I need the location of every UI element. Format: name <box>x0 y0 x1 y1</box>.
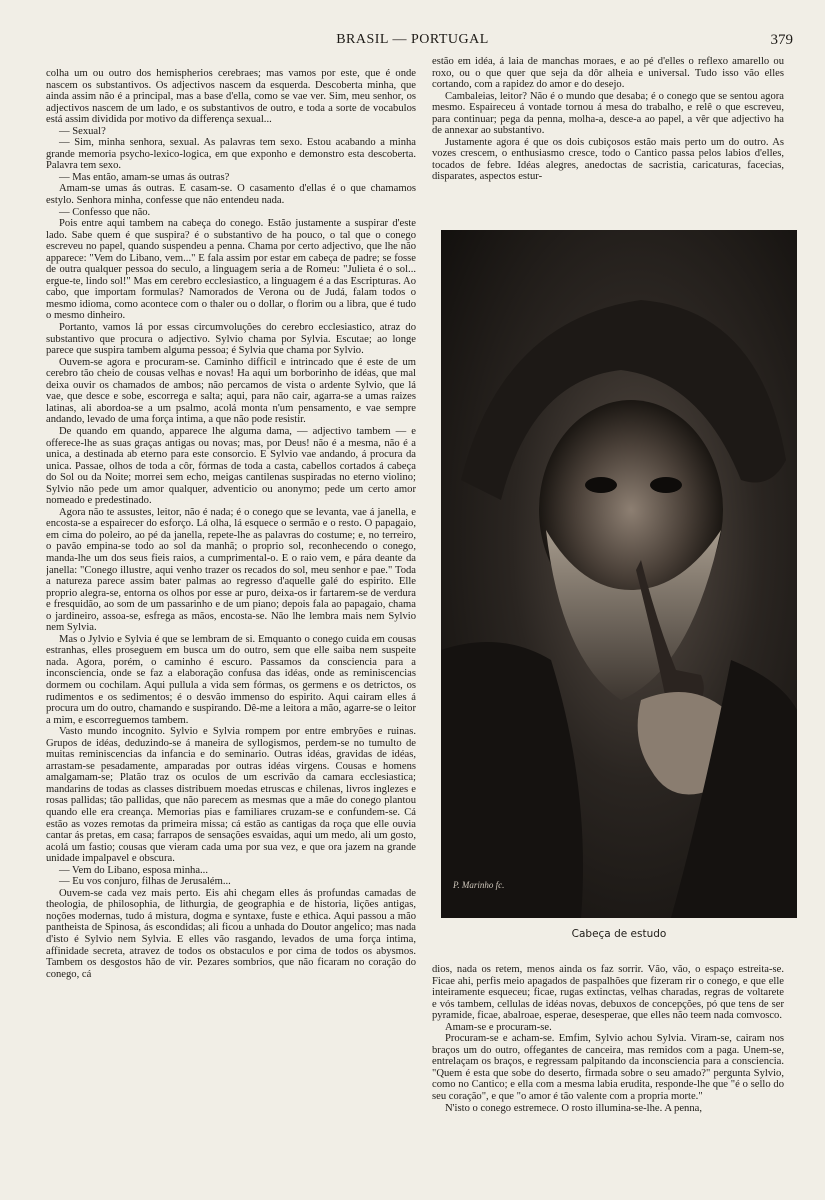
paragraph: estão em idéa, á laia de manchas moraes, e ao pé d'elles o reflexo amarello ou roxo, ou o que quer que seja da dôr alheia e universal. Tudo isso vão elles cortando, com a rapidez do amor e do desejo. <box>432 56 784 91</box>
portrait-image <box>441 230 797 918</box>
paragraph: Procuram-se e acham-se. Emfim, Sylvio achou Sylvia. Viram-se, cairam nos braços um do outro, offegantes de canceira, mas remidos com a paga. Unem-se, entrelaçam os braços, e regressam palpitando da inconsciencia para a consciencia. "Quem é esta que sobe do deserto, firmada sobre o seu amado?" pergunta Sylvio, como no Cantico; e ella com a mesma labia erudita, responde-lhe que "é o sello do seu coração", e que "o amor é tão valente com a propria morte." <box>432 1033 784 1103</box>
paragraph: — Vem do Libano, esposa minha... <box>59 864 208 876</box>
paragraph: N'isto o conego estremece. O rosto illumina-se-lhe. A penna, <box>445 1102 702 1114</box>
paragraph: De quando em quando, apparece lhe alguma dama, — adjectivo tambem — e offerece-lhe as suas graças antigas ou novas; mas, por Deus! não é a mesma, não é a unica, a destinada ab eterno para este consorcio. E Sylvio vae andando, á procura da unica. Passae, olhos de toda a côr, fórmas de toda a casta, cabellos cortados á cabeça do Sol ou da Noite; morrei sem echo, meigas cantilenas suspiradas no eterno violino; Sylvio não pede um amor qualquer, adventicio ou anonymo; pede um certo amor nomeado e predestinado. <box>46 425 416 507</box>
paragraph: — Eu vos conjuro, filhas de Jerusalém... <box>59 876 231 888</box>
page-number: 379 <box>770 32 793 48</box>
left-text-column <box>46 68 416 1178</box>
paragraph: — Sexual? <box>59 125 106 137</box>
paragraph: Amam-se e procuram-se. <box>445 1021 552 1033</box>
paragraph: Cambaleias, leitor? Não é o mundo que desaba; é o conego que se sentou agora mesmo. Espaireceu á vontade tornou á mesa do trabalho, e relê o que escreveu, para continuar; pega da penna, molha-a, desce-a ao papel, a vêr que adjectivo ha de annexar ao substantivo. <box>432 90 784 137</box>
figure-caption: Cabeça de estudo <box>571 928 667 940</box>
right-text-column-top <box>432 56 784 206</box>
paragraph: colha um ou outro dos hemispherios cerebraes; mas vamos por este, que é onde nascem os substantivos. Os adjectivos nascem da esquerda. Descoberta minha, que ainda assim não é a principal, mas a base d'ella, como se vae ver. Sim, meu senhor, os adjectivos nascem de um lado, e os substantivos de outro, e toda a sorte de vocabulos está assim dividida por motivo da differença sexual... <box>46 68 416 126</box>
right-text-column-bottom <box>432 964 784 1184</box>
paragraph: Amam-se umas ás outras. E casam-se. O casamento d'ellas é o que chamamos estylo. Senhora minha, confesse que não entendeu nada. <box>46 183 416 207</box>
page-header <box>0 32 825 52</box>
paragraph: Mas o Jylvio e Sylvia é que se lembram de si. Emquanto o conego cuida em cousas estranhas, elles proseguem em busca um do outro, sem que elle saiba nem suspeite nada. Agora, porém, o caminho é escuro. Passamos da consciencia para a inconsciencia, onde se faz a elaboração confusa das idéas, onde as reminiscencias dormem ou cochilam. Aqui pullula a vida sem fórmas, os germens e os detrictos, os rudimentos e os sedimentos; é o desvão immenso do espirito. Aqui cairam elles á procura um do outro, chamando e suspirando. Dê-me a leitora a mão, agarre-se o leitor a mim, e escorreguemos tambem. <box>46 633 416 726</box>
paragraph: Agora não te assustes, leitor, não é nada; é o conego que se levanta, vae á janella, e encosta-se a espairecer do esforço. Lá olha, lá esquece o sermão e o resto. O papagaio, em cima do poleiro, ao pé da janella, repete-lhe as palavras do costume; e, no terreiro, o pavão empina-se todo ao sol da manhã; o proprio sol, reconhecendo o conego, manda-lhe um dos seus fieis raios, a cumprimental-o. E o raio vem, e pára deante da janella: "Conego illustre, aqui venho trazer os recados do sol, meu senhor e pae." Toda a natureza parece assim bater palmas ao regresso d'aquelle galé do espirito. Elle proprio alegra-se, entorna os olhos por esse ar puro, deixa-os ir fartarem-se de verdura e fresquidão, ao som de um passarinho e de um piano; depois fala ao papagaio, chama o jardineiro, assoa-se, esfrega as mãos, encosta-se. Não lhe lembra mais nem Sylvio nem Sylvia. <box>46 506 416 634</box>
portrait-photograph <box>441 230 797 918</box>
paragraph: — Confesso que não. <box>59 206 151 218</box>
paragraph: dios, nada os retem, menos ainda os faz sorrir. Vão, vão, o espaço estreita-se. Ficae ahi, perfis meio apagados de paspalhões que fizeram rir o conego, e que elle inteiramente esqueceu; ficae, rugas extinctas, velhas charadas, regras de voltarete e vós tambem, cellulas de idéas novas, debuxos de concepções, pó que tens de ser pyramide, ficae, abalroae, esperae, desesperae, que elles não teem nada comvosco. <box>432 964 784 1022</box>
paragraph: Ouvem-se agora e procuram-se. Caminho difficil e intrincado que é este de um cerebro tão cheio de cousas velhas e novas! Ha aqui um borborinho de idéas, que mal deixa ouvir os chamados de ambos; não percamos de vista o ardente Sylvio, que lá vae, que desce e sobe, escorrega e salta; aqui, para não cair, agarra-se a umas raizes latinas, ali abordoa-se a um psalmo, acolá monta n'um pensamento, e vae sempre andando, levado de uma força intima, a que não pode resistir. <box>46 356 416 426</box>
paragraph: Pois entre aqui tambem na cabeça do conego. Estão justamente a suspirar d'este lado. Sabe quem é que suspira? é o substantivo de ha pouco, o tal que o conego escreveu no papel, quando suspendeu a penna. Chama por certo adjectivo, que lhe não apparece: "Vem do Libano, vem..." E fala assim por estar em cabeça de padre; se fosse de outra qualquer pessoa do seculo, a linguagem seria a de Romeu: "Julieta é o sol... ergue-te, lindo sol!" Mas em cerebro ecclesiastico, a linguagem é a das Escripturas. Ao cabo, que importam formulas? Namorados de Verona ou de Judá, falam todos o mesmo idioma, como acontece com o thaler ou o dollar, o florim ou a libra, que é tudo o mesmo dinheiro. <box>46 218 416 322</box>
artist-signature: P. Marinho fc. <box>453 880 505 890</box>
paragraph: — Sim, minha senhora, sexual. As palavras tem sexo. Estou acabando a minha grande memoria psycho-lexico-logica, em que exponho e demonstro esta descoberta. Palavra tem sexo. <box>46 137 416 172</box>
paragraph: Portanto, vamos lá por essas circumvoluções do cerebro ecclesiastico, atraz do substantivo que procura o adjectivo. Sylvio chama por Sylvia. Escutae; ao longe parece que suspira tambem alguma pessoa; é Sylvia que chama por Sylvio. <box>46 322 416 357</box>
running-title: BRASIL — PORTUGAL <box>336 32 489 47</box>
paragraph: Ouvem-se cada vez mais perto. Eis ahi chegam elles ás profundas camadas de theologia, de philosophia, de lithurgia, de geographia e de historia, lições antigas, noções modernas, tudo á mistura, dogma e syntaxe, fuste e ethica. Aqui passou a mão pantheista de Spinosa, ás escondidas; ali ficou a unhada do Doutor angelico; mas nada d'isto é Sylvio nem Sylvia. E elles vão rasgando, levados de uma força intima, affinidade secreta, atravez de todos os obstaculos e por cima de todos os abysmos. Tambem os desgostos hão de vir. Pezares sombrios, que não ficaram no coração do conego, cá <box>46 887 416 980</box>
paragraph: Justamente agora é que os dois cubiçosos estão mais perto um do outro. As vozes crescem, o enthusiasmo cresce, todo o Cantico passa pelos labios d'elles, tocados de febre. Idéas alegres, anedoctas de sacristia, caricaturas, facecias, disparates, aspectos estur- <box>432 136 784 183</box>
paragraph: Vasto mundo incognito. Sylvio e Sylvia rompem por entre embryões e ruinas. Grupos de idéas, deduzindo-se á maneira de syllogismos, perdem-se no tumulto de muitas reminiscencias da infancia e do seminario. Outras idéas, gravidas de idéas, arrastam-se pesadamente, amparadas por outras idéas virgens. Cousas e homens amalgamam-se; Platão traz os oculos de um escrivão da camara ecclesiastica; mandarins de todas as classes distribuem moedas etruscas e chilenas, livros inglezes e rosas pallidas; tão pallidas, que não parecem as mesmas que a mãe do conego plantou quando elle era creança. Memorias pias e familiares cruzam-se e confundem-se. Cá estão as vozes remotas da primeira missa; cá estão as cantigas da roça que elle ouvia cantar ás pretas, em casa; farrapos de sensações esvaidas, aqui um medo, ali um gosto, acolá um fastio; cousas que vieram cada uma por sua vez, e que ora jazem na grande unidade impalpavel e obscura. <box>46 726 416 865</box>
paragraph: — Mas então, amam-se umas ás outras? <box>59 171 230 183</box>
